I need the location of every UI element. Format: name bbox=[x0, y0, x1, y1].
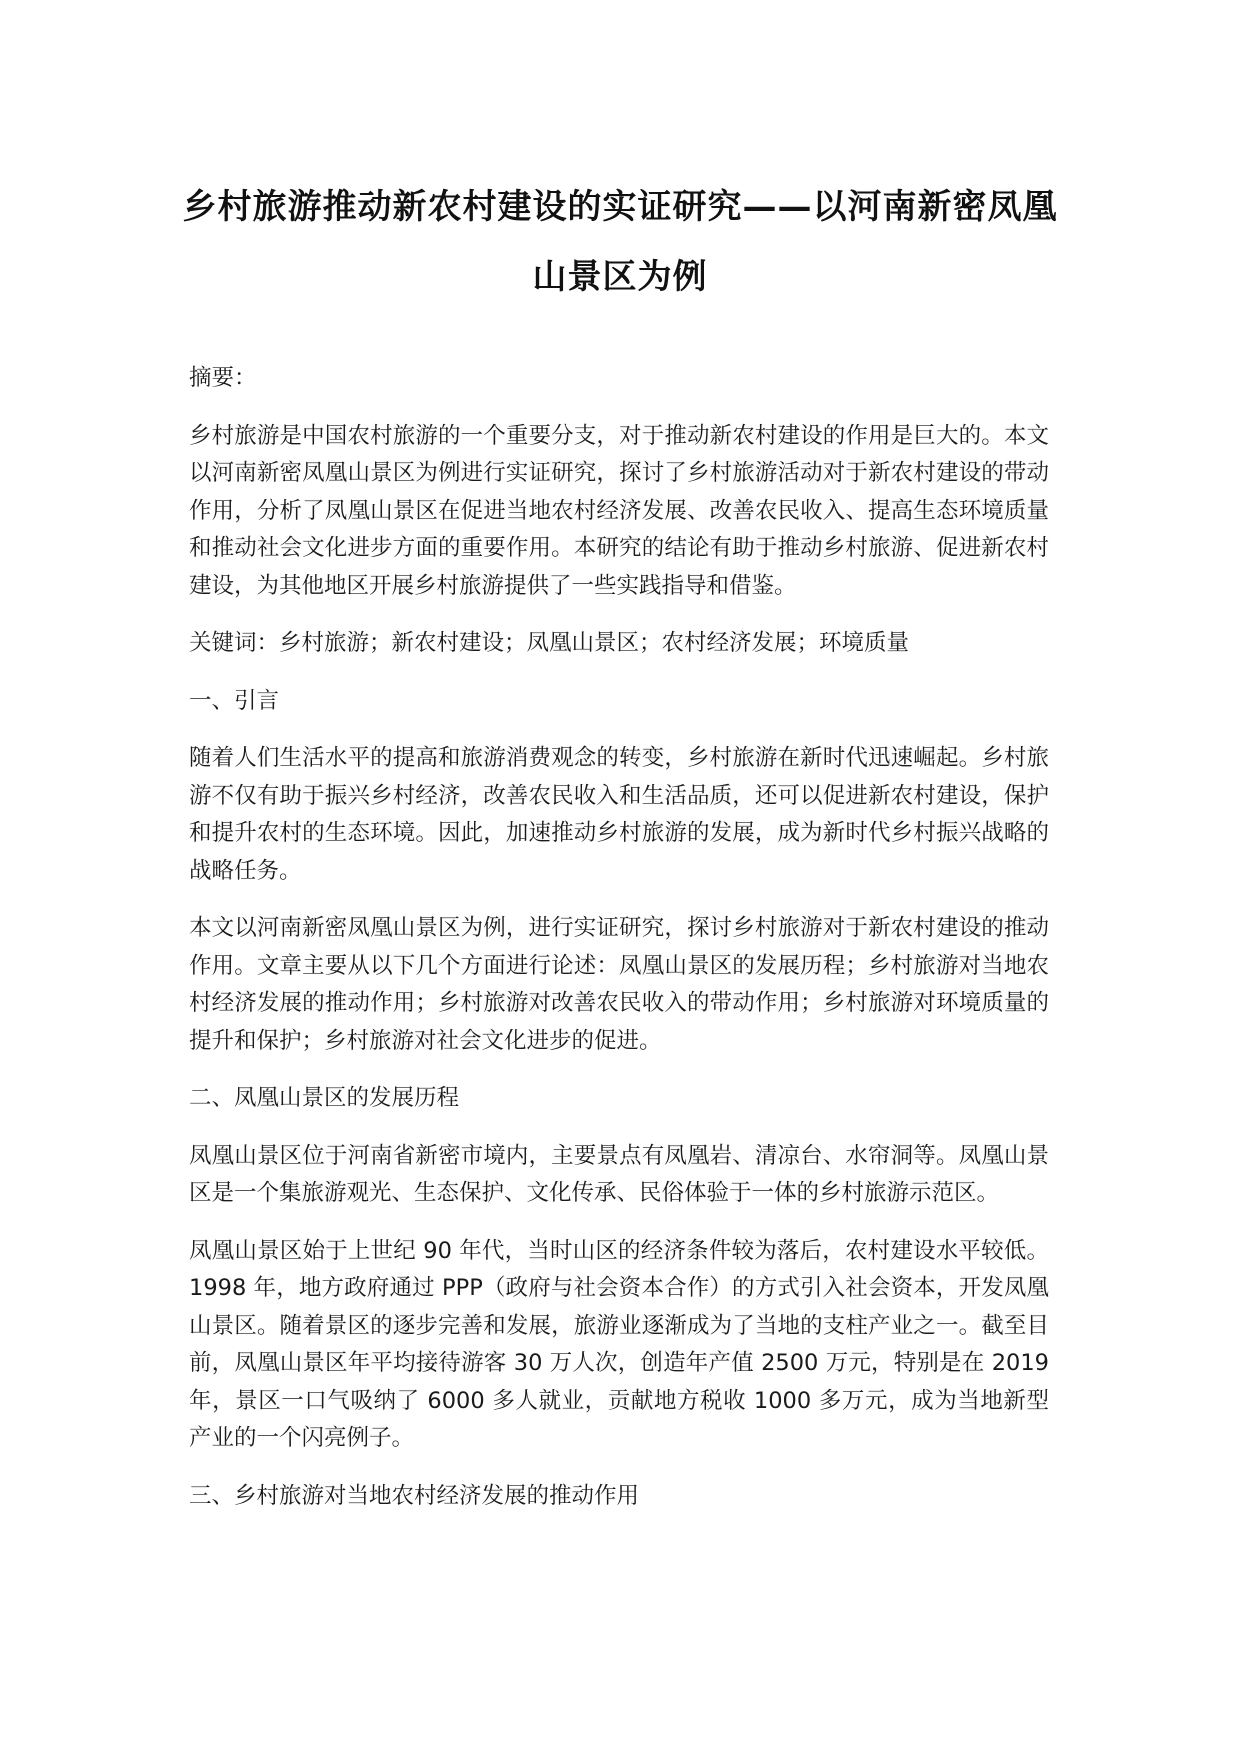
title-line-1: 乡村旅游推动新农村建设的实证研究——以河南新密凤凰 bbox=[182, 187, 1058, 227]
history-paragraph-1: 凤凰山景区位于河南省新密市境内，主要景点有凤凰岩、清凉台、水帘洞等。凤凰山景区是一个集旅游观光、生态保护、文化传承、民俗体验于一体的乡村旅游示范区。 bbox=[189, 1142, 1049, 1206]
intro-paragraph-1: 随着人们生活水平的提高和旅游消费观念的转变，乡村旅游在新时代迅速崛起。乡村旅游不仅有助于振兴乡村经济，改善农民收入和生活品质，还可以促进新农村建设，保护和提升农村的生态环境。因此，加速推动乡村旅游的发展，成为新时代乡村振兴战略的战略任务。 bbox=[189, 745, 1049, 884]
title-line-2: 山景区为例 bbox=[532, 257, 708, 297]
section-heading-introduction: 一、引言 bbox=[189, 687, 280, 714]
abstract-label: 摘要： bbox=[189, 365, 257, 391]
section-heading-development-history: 二、凤凰山景区的发展历程 bbox=[189, 1085, 460, 1111]
document-body bbox=[189, 360, 1049, 1535]
document-title bbox=[170, 172, 1070, 312]
history-paragraph-2: 凤凰山景区始于上世纪 90 年代，当时山区的经济条件较为落后，农村建设水平较低。1998 年，地方政府通过 PPP（政府与社会资本合作）的方式引入社会资本，开发凤凰山景区。随着景区的逐步完善和发展，旅游业逐渐成为了当地的支柱产业之一。截至目前，凤凰山景区年平均接待游客 30 万人次，创造年产值 2500 万元，特别是在 2019 年，景区一口气吸纳了 6000 多人就业，贡献地方税收 1000 多万元，成为当地新型产业的一个闪亮例子。 bbox=[189, 1237, 1049, 1451]
intro-paragraph-2: 本文以河南新密凤凰山景区为例，进行实证研究，探讨乡村旅游对于新农村建设的推动作用。文章主要从以下几个方面进行论述：凤凰山景区的发展历程；乡村旅游对当地农村经济发展的推动作用；乡村旅游对改善农民收入的带动作用；乡村旅游对环境质量的提升和保护；乡村旅游对社会文化进步的促进。 bbox=[189, 915, 1049, 1054]
keywords-line: 关键词：乡村旅游；新农村建设；凤凰山景区；农村经济发展；环境质量 bbox=[189, 630, 910, 656]
section-heading-economic-impact: 三、乡村旅游对当地农村经济发展的推动作用 bbox=[189, 1482, 640, 1509]
abstract-paragraph: 乡村旅游是中国农村旅游的一个重要分支，对于推动新农村建设的作用是巨大的。本文以河南新密凤凰山景区为例进行实证研究，探讨了乡村旅游活动对于新农村建设的带动作用，分析了凤凰山景区在促进当地农村经济发展、改善农民收入、提高生态环境质量和推动社会文化进步方面的重要作用。本研究的结论有助于推动乡村旅游、促进新农村建设，为其他地区开展乡村旅游提供了一些实践指导和借鉴。 bbox=[189, 422, 1049, 599]
